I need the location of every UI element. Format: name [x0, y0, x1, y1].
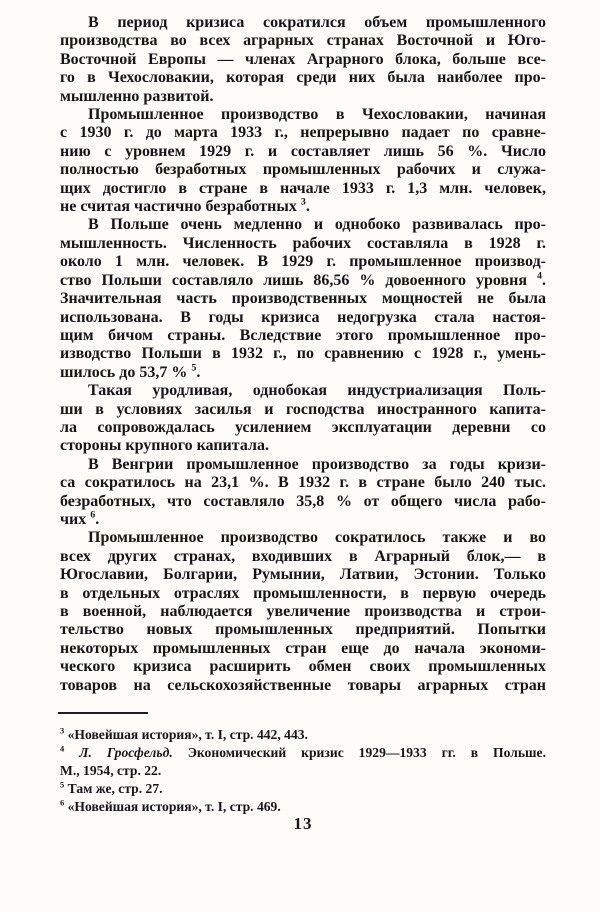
footnote-line: М., 1954, стр. 22.: [60, 763, 162, 778]
text-line: тельство новых промышленных предприятий. Попытки: [60, 621, 546, 639]
footnote-line: $^4$ Л. Гросфельд. Экономический кризис 1929—1933 гг. в Польше.: [60, 743, 546, 760]
text-line: чих $^6$.: [60, 509, 100, 528]
footnote-line: $^5$ Там же, стр. 27.: [60, 779, 163, 796]
text-line: шилось до 53,7 % $^5$.: [60, 362, 201, 381]
text-line: нию с уровнем 1929 г. и составляет лишь 56 %. Число: [60, 142, 546, 160]
text-line: товаров на сельскохозяйственные товары аграрных стран: [60, 676, 546, 694]
text-line: В период кризиса сократился объем промышленного: [88, 14, 546, 31]
footnote-line: $^3$ «Новейшая история», т. I, стр. 442, 443.: [60, 725, 308, 742]
footnote-line: $^6$ «Новейшая история», т. I, стр. 469.: [60, 797, 281, 814]
text-line: Промышленное производство сократилось также и во: [88, 529, 546, 547]
text-line: в отдельных отраслях промышленности, в первую очередь: [60, 584, 546, 602]
text-line: производства во всех аграрных странах Восточной и Юго-: [60, 32, 546, 50]
page-number: 13: [293, 814, 313, 833]
text-line: Промышленное производство в Чехословакии, начиная: [88, 106, 546, 124]
text-line: мышленно развитой.: [60, 87, 214, 105]
text-line: ла сопровождалась усилением эксплуатации деревни со: [60, 418, 546, 436]
text-line: щих достигло в стране в начале 1933 г. 1,3 млн. человек,: [60, 179, 546, 197]
text-line: В Польше очень медленно и однобоко развивалась про-: [88, 216, 546, 234]
text-line: Значительная часть производственных мощностей не была: [60, 290, 546, 308]
text-line: са сократилось на 23,1 %. В 1932 г. в стране было 240 тыс.: [60, 474, 546, 492]
text-line: Такая уродливая, однобокая индустриализация Поль-: [88, 382, 546, 400]
text-line: стороны крупного капитала.: [60, 437, 269, 455]
footnotes: [60, 726, 546, 816]
text-line: безработных, что составляло 35,8 % от общего числа рабо-: [60, 492, 546, 510]
text-line: Югославии, Болгарии, Румынии, Латвии, Эстонии. Только: [60, 566, 546, 584]
text-line: ство Польши составляло лишь 86,56 % довоенного уровня $^4$.: [60, 270, 546, 289]
text-line: ши в условиях засилья и господства иностранного капита-: [60, 400, 546, 418]
text-line: не считая частично безработных $^3$.: [60, 196, 310, 216]
text-line: го в Чехословакии, которая среди них была наиболее про-: [60, 69, 546, 87]
footnote-separator: [58, 712, 148, 714]
text-line: Восточной Европы — членах Аграрного блока, больше все-: [60, 50, 546, 68]
text-line: щим бичом страны. Вследствие этого промышленное про-: [60, 326, 546, 344]
main-text: [60, 14, 546, 695]
text-line: ческого кризиса расширить обмен своих промышленных: [60, 658, 546, 676]
text-line: некоторых промышленных стран еще до начала экономи-: [60, 639, 546, 657]
text-line: В Венгрии промышленное производство за годы кризи-: [88, 455, 546, 473]
text-line: использована. В годы кризиса недогрузка стала настоя-: [60, 308, 546, 326]
text-line: с 1930 г. до марта 1933 г., непрерывно падает по сравне-: [60, 124, 546, 142]
text-line: мышленность. Численность рабочих составляла в 1928 г.: [60, 234, 546, 252]
text-line: полностью безработных промышленных рабочих и служа-: [60, 161, 546, 179]
text-line: около 1 млн. человек. В 1929 г. промышленное производ-: [60, 253, 546, 271]
text-line: в военной, наблюдается увеличение производства и строи-: [60, 603, 546, 620]
text-line: всех других странах, входивших в Аграрный блок,— в: [60, 547, 546, 565]
text-line: изводство Польши в 1932 г., по сравнению с 1928 г., умень-: [60, 345, 546, 363]
